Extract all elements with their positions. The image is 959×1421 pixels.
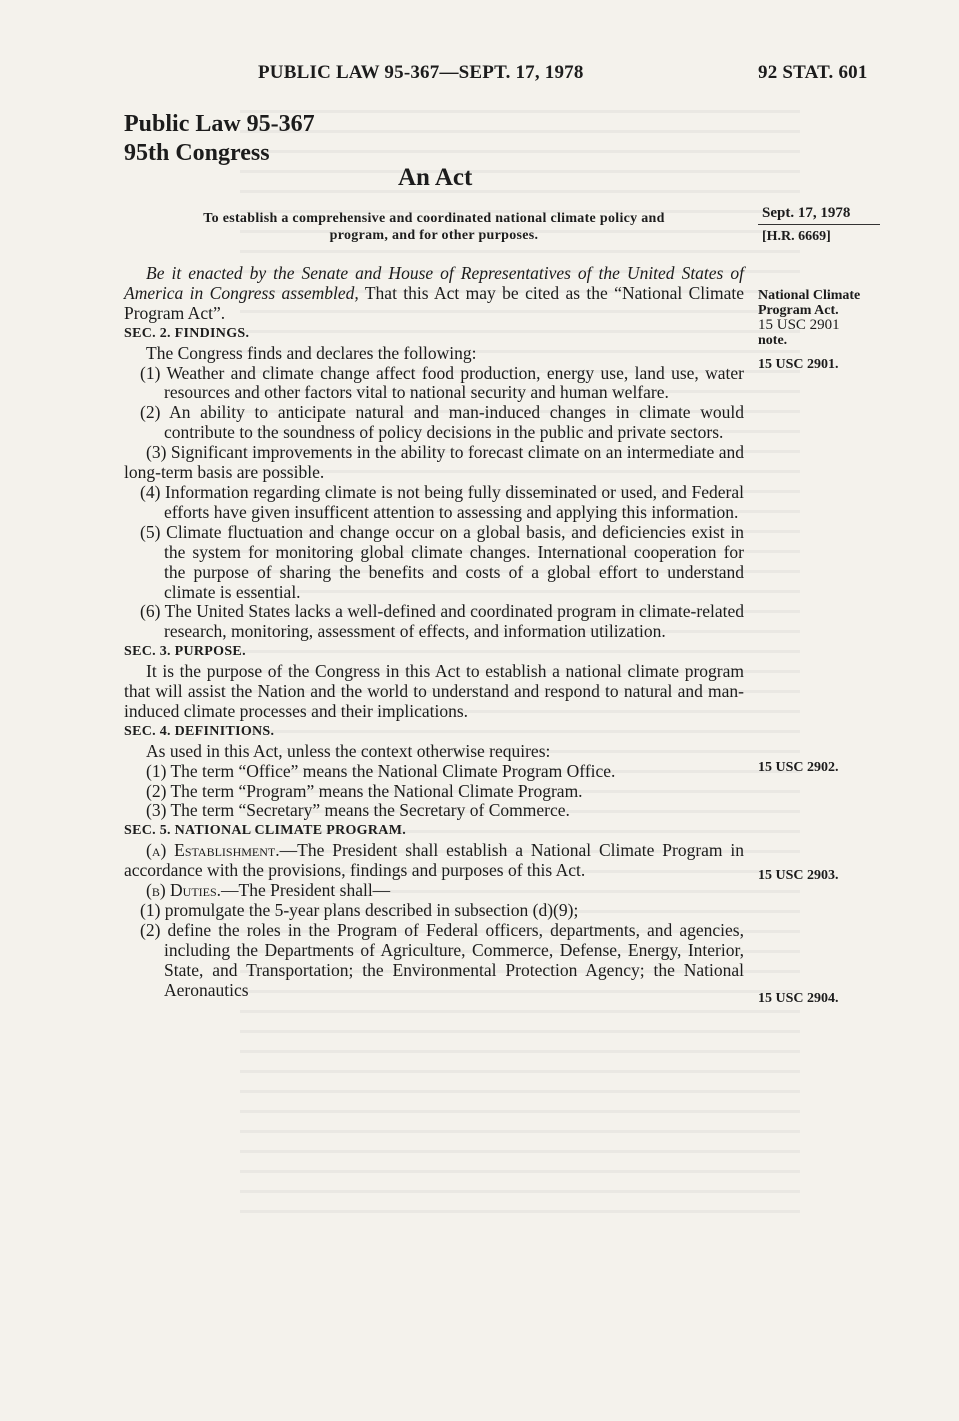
enacting-clause-italic: Be it enacted by the Senate and House of Representatives of the United States of America in Congress assembled, [124,263,744,303]
law-title-block [124,110,315,168]
section-5-a-label: (a) Establishment. [146,840,280,861]
running-head-left: PUBLIC LAW 95-367—SEPT. 17, 1978 [258,62,584,83]
finding-1: (1) Weather and climate change affect food production, energy use, land use, water resources and other factors vital to national security and human welfare. [140,362,744,403]
enacting-clause-rest: That this Act may be cited as the “National Climate Program Act”. [124,282,744,323]
statute-body [124,264,744,1001]
margin-date: Sept. 17, 1978 [762,205,851,221]
enacting-clause [124,264,744,324]
definition-3: (3) The term “Secretary” means the Secretary of Commerce. [146,800,570,821]
section-5-a [124,841,744,881]
finding-2: (2) An ability to anticipate natural and man-induced changes in climate would contribute to the soundness of policy decisions in the public and private sectors. [140,402,744,443]
congress-number: 95th Congress [124,140,270,166]
finding-5: (5) Climate fluctuation and change occur on a global basis, and deficiencies exist in the system for monitoring global climate changes. International cooperation for the purpose of sharing the benefits and costs of a global effort to understand climate is essential. [140,521,744,602]
margin-short-title-note: note. [758,333,788,348]
margin-program-cite: 15 USC 2904. [758,991,839,1006]
purpose-line-1: To establish a comprehensive and coordinated national climate policy and [203,211,665,226]
margin-purpose-cite: 15 USC 2902. [758,760,839,775]
section-5-b-text: —The President shall— [221,880,391,901]
finding-6: (6) The United States lacks a well-defined and coordinated program in climate-related research, monitoring, assessment of effects, and information utilization. [140,601,744,642]
law-number: Public Law 95-367 [124,111,315,137]
definition-2: (2) The term “Program” means the National Climate Program. [146,780,583,801]
duty-1: (1) promulgate the 5-year plans described in subsection (d)(9); [140,900,579,920]
act-heading: An Act [398,164,473,191]
finding-3: (3) Significant improvements in the ability to forecast climate on an intermediate and long-term basis are possible. [124,442,744,483]
page-number: 92 STAT. 601 [758,62,868,83]
section-3-heading: SEC. 3. PURPOSE. [124,644,246,660]
section-5-a-text: —The President shall establish a National Climate Program in accordance with the provisions, findings and purposes of this Act. [124,840,744,881]
section-5-b [124,881,744,901]
section-5-heading: SEC. 5. NATIONAL CLIMATE PROGRAM. [124,823,407,839]
section-4-heading: SEC. 4. DEFINITIONS. [124,723,275,739]
duty-2: (2) define the roles in the Program of Federal officers, departments, and agencies, including the Departments of Agriculture, Commerce, Defense, Energy, Interior, State, and Transportation; the Environmental Protection Agency; the National Aeronautics [140,919,744,1000]
section-3-text: It is the purpose of the Congress in this Act to establish a national climate program that will assist the Nation and the world to understand and respond to natural and man-induced climate processes and their implications. [124,661,744,721]
margin-short-title-text: National Climate Program Act. [758,288,861,318]
margin-short-title [758,288,884,348]
section-5-b-label: (b) Duties. [146,880,222,901]
section-4-intro: As used in this Act, unless the context otherwise requires: [146,740,551,761]
definition-1: (1) The term “Office” means the National Climate Program Office. [146,760,616,781]
margin-divider [758,224,880,225]
margin-bill-number: [H.R. 6669] [762,229,831,244]
purpose-line-2: program, and for other purposes. [329,228,539,243]
finding-4: (4) Information regarding climate is not being fully disseminated or used, and Federal efforts have given insufficent attention to assessing and applying this information. [140,481,744,522]
margin-findings-cite: 15 USC 2901. [758,357,839,372]
section-2-heading: SEC. 2. FINDINGS. [124,325,250,341]
margin-short-title-cite: 15 USC 2901 [758,317,840,333]
section-2-intro: The Congress finds and declares the following: [146,342,477,363]
margin-definitions-cite: 15 USC 2903. [758,868,839,883]
